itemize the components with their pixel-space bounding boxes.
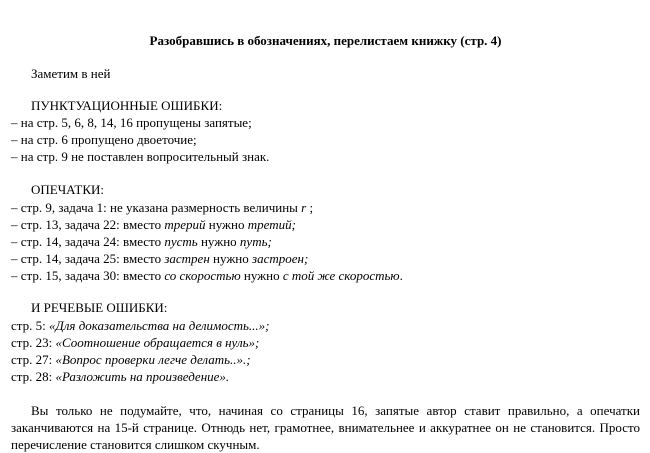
speech-quote: «Вопрос проверки легче делать..».;: [55, 352, 251, 367]
typos-heading: ОПЕЧАТКИ:: [31, 182, 105, 197]
typo-wrong: со скоростью: [164, 268, 241, 283]
typo-text: нужно: [240, 268, 283, 283]
typo-item: [11, 217, 296, 233]
typo-text: – стр. 9, задача 1: не указана размерность величины: [11, 200, 302, 215]
punctuation-heading: ПУНКТУАЦИОННЫЕ ОШИБКИ:: [31, 98, 223, 113]
speech-page: стр. 27:: [11, 352, 56, 367]
punctuation-item: – на стр. 6 пропущено двоеточие;: [11, 132, 197, 147]
typo-text: нужно: [197, 234, 240, 249]
speech-quote: «Соотношение обращается в нуль»;: [55, 335, 260, 350]
speech-item: [11, 369, 229, 385]
speech-page: стр. 23:: [11, 335, 56, 350]
speech-heading: И РЕЧЕВЫЕ ОШИБКИ:: [31, 300, 168, 315]
typo-text: – стр. 13, задача 22: вместо: [11, 217, 165, 232]
typo-item: [11, 251, 308, 267]
typo-item: [11, 200, 313, 216]
typo-variable: r: [301, 200, 307, 215]
typo-wrong: трерий: [164, 217, 206, 232]
typo-wrong: пусть: [164, 234, 198, 249]
speech-quote: «Разложить на произведение».: [55, 369, 230, 384]
page-title: Разобравшись в обозначениях, перелистаем книжку (стр. 4): [149, 33, 502, 48]
punctuation-item: – на стр. 5, 6, 8, 14, 16 пропущены запятые;: [11, 115, 252, 130]
typo-item: [11, 268, 403, 284]
speech-item: [11, 318, 270, 334]
typo-text: – стр. 14, задача 24: вместо: [11, 234, 165, 249]
typo-text: нужно: [209, 251, 253, 266]
typo-text: .: [399, 268, 403, 283]
intro-text: Заметим в ней: [31, 66, 111, 81]
typo-text: ;: [306, 200, 314, 215]
typo-wrong: застрен: [164, 251, 210, 266]
speech-item: [11, 335, 259, 351]
typo-correct: третий;: [247, 217, 296, 232]
typo-item: [11, 234, 272, 250]
typo-correct: застроен;: [252, 251, 309, 266]
typo-correct: с той же скоростью: [282, 268, 400, 283]
typo-text: нужно: [205, 217, 248, 232]
speech-page: стр. 5:: [11, 318, 49, 333]
speech-page: стр. 28:: [11, 369, 56, 384]
typo-correct: путь;: [239, 234, 272, 249]
closing-paragraph: Вы только не подумайте, что, начиная со страницы 16, запятые автор ставит правильно, а опечатки заканчиваются на 15-й странице. Отнюдь нет, грамотнее, внимательнее и аккуратнее он не становится. Просто перечисление становится слишком скучным.: [11, 403, 640, 452]
speech-item: [11, 352, 251, 368]
typo-text: – стр. 14, задача 25: вместо: [11, 251, 165, 266]
speech-quote: «Для доказательства на делимость...»;: [48, 318, 270, 333]
typo-text: – стр. 15, задача 30: вместо: [11, 268, 165, 283]
punctuation-item: – на стр. 9 не поставлен вопросительный знак.: [11, 149, 270, 164]
